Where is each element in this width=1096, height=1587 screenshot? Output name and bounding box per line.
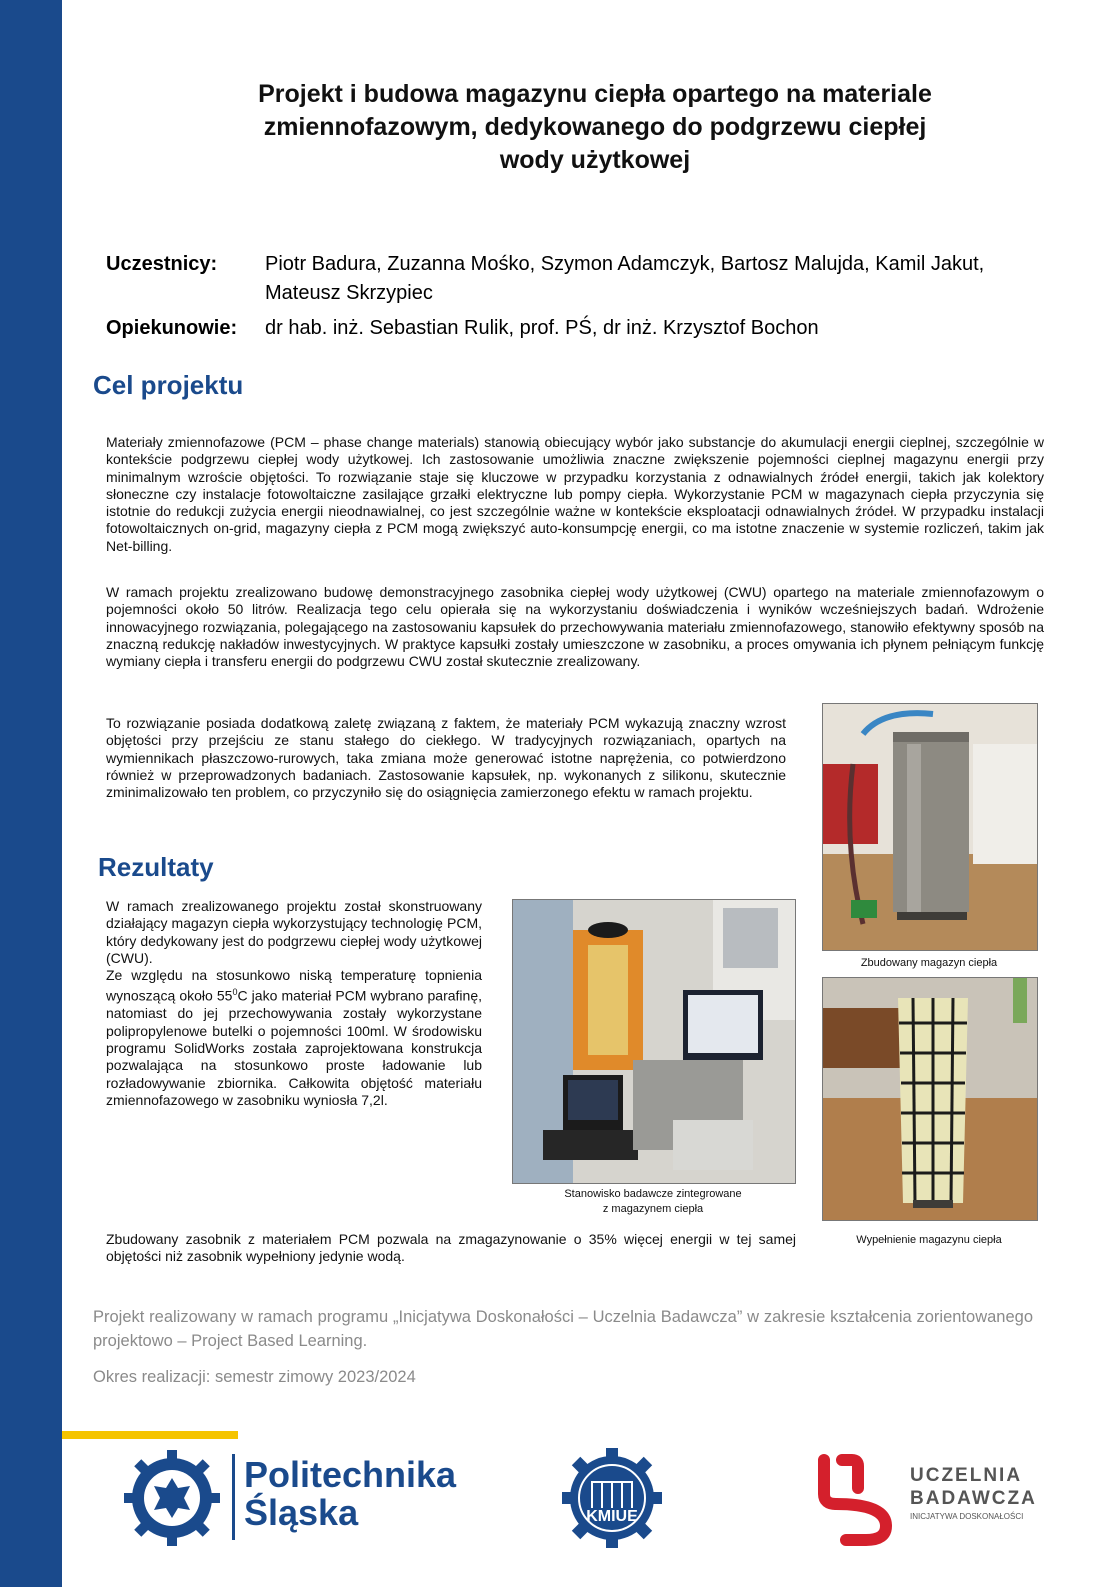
participants-row (106, 250, 1040, 308)
tank-photo (822, 703, 1038, 951)
tank-photo-drawing (823, 704, 1037, 950)
fill-photo-caption: Wypełnienie magazynu ciepła (856, 1234, 1002, 1246)
results-text-block (106, 898, 482, 1109)
supervisors-value: dr hab. inż. Sebastian Rulik, prof. PŚ, dr inż. Krzysztof Bochon (265, 317, 819, 339)
kmiue-logo (562, 1448, 662, 1548)
goal-paragraph-2: W ramach projektu zrealizowano budowę demonstracyjnego zasobnika ciepłej wody użytkowej (CWU) opartego na materiale zmiennofazowym o pojemności około 50 litrów. Realizacja tego celu opierała się na wykorzystaniu doświadczenia i wyników wcześniejszych badań. Wdrożenie innowacyjnego rozwiązania, polegającego na zastosowaniu kapsułek do przechowywania materiału zmiennofazowego, stanowiło efektywny sposób na znaczną redukcję nakładów inwestycyjnych. W praktyce kapsułki zostały umieszczone w zasobniku, a proces omywania ich płynem pełniącym funkcję wymiany ciepła i transferu energii do podgrzewu CWU został skutecznie zrealizowany. (106, 584, 1044, 670)
goal-paragraph-3: To rozwiązanie posiada dodatkową zaletę związaną z faktem, że materiały PCM wykazują znaczny wzrost objętości przy przejściu ze stanu stałego do ciekłego. W tradycyjnych rozwiązaniach, opartych na wymiennikach płaszczowo-rurowych, taka zmiana może generować istotne naprężenia, co potwierdzono również w przeprowadzonych badaniach. Zastosowanie kapsułek, np. wykonanych z silikonu, skutecznie zminimalizowało ten problem, co przyczyniło się do osiągnięcia zamierzonego efektu w ramach projektu. (106, 715, 786, 801)
goal-heading: Cel projektu (93, 370, 244, 400)
polsl-gear-emblem-icon (124, 1450, 220, 1546)
supervisors-row (106, 314, 1040, 343)
left-sidebar-band (0, 0, 62, 1587)
polsl-logo (124, 1450, 484, 1546)
poster-title: Projekt i budowa magazynu ciepła opartego na materiale zmiennofazowym, dedykowanego do podgrzewu ciepłej wody użytkowej (258, 80, 932, 174)
results-paragraph-1: W ramach zrealizowanego projektu został skonstruowany działający magazyn ciepła wykorzystujący technologię PCM, który dedykowany jest do podgrzewu ciepłej wody użytkowej (CWU). (106, 898, 482, 966)
footer-program-note: Projekt realizowany w ramach programu „Inicjatywa Doskonałości – Uczelnia Badawcza” w zakresie kształcenia zorientowanego projektowo – Project Based Learning. (93, 1308, 1033, 1350)
results-paragraph-2: Ze względu na stosunkowo niską temperaturę topnienia wynoszącą około $55^0C$ jako materiał PCM wybrano parafinę, natomiast do jej przechowywania zostały wykorzystane polipropylenowe butelki o pojemności 100ml. W środowisku programu SolidWorks została zaprojektowana konstrukcja pozwalająca na stosunkowo proste ładowanie lub rozładowywanie zbiornika. Całkowita objętość materiału zmiennofazowego w zasobniku wyniosła 7,2l. (106, 967, 482, 1108)
people-section (106, 250, 1040, 349)
kmiue-gear-icon (562, 1448, 662, 1548)
uczelnia-badawcza-logo (806, 1452, 1036, 1548)
accent-yellow-bar (62, 1431, 238, 1439)
results-paragraph-3: Zbudowany zasobnik z materiałem PCM pozwala na zmagazynowanie o 35% więcej energii w tej samej objętości niż zasobnik wypełniony jedynie wodą. (106, 1231, 796, 1265)
ub-text: UCZELNIA BADAWCZA INICJATYWA DOSKONAŁOŚCI (910, 1465, 1037, 1521)
footer-period-note: Okres realizacji: semestr zimowy 2023/2024 (93, 1368, 416, 1386)
fill-photo (822, 977, 1038, 1221)
participants-label: Uczestnicy: (106, 253, 218, 275)
participants-value: Piotr Badura, Zuzanna Mośko, Szymon Adamczyk, Bartosz Malujda, Kamil Jakut, Mateusz Skrzypiec (265, 253, 985, 304)
polsl-divider (232, 1454, 235, 1540)
results-heading: Rezultaty (98, 852, 214, 882)
supervisors-label: Opiekunowie: (106, 317, 238, 339)
fill-photo-drawing (823, 978, 1037, 1220)
goal-paragraph-1: Materiały zmiennofazowe (PCM – phase change materials) stanowią obiecujący wybór jako substancje do akumulacji energii cieplnej, szczególnie w kontekście podgrzewu ciepłej wody użytkowej. Ich zastosowanie umożliwia znaczne zwiększenie pojemności cieplnej magazynu energii przy minimalnym wzroście objętości. To rozwiązanie staje się kluczowe w przypadku korzystania z odnawialnych źródeł energii, takich jak kolektory słoneczne czy instalacje fotowoltaiczne zasilające grzałki elektryczne lub pompy ciepła. Wykorzystanie PCM w magazynach ciepła przyczynia się istotnie do redukcji zużycia energii nieodnawialnej, co jest szczególnie ważne w kontekście eksploatacji odnawialnych źródeł. W przypadku instalacji fotowoltaicznych on-grid, magazyny ciepła z PCM mogą zwiększyć auto-konsumpcję energii, co ma istotne znaczenie w systemie rozliczeń, takim jak Net-billing. (106, 434, 1044, 554)
polsl-name: Politechnika Śląska (244, 1454, 457, 1533)
bench-photo (512, 899, 796, 1184)
tank-photo-caption: Zbudowany magazyn ciepła (860, 957, 998, 969)
bench-photo-caption: Stanowisko badawcze zintegrowane z magazynem ciepła (564, 1188, 742, 1215)
ub-emblem-icon (806, 1452, 898, 1546)
bench-photo-drawing (513, 900, 795, 1183)
kmiue-label: KMIUE (586, 1508, 638, 1525)
